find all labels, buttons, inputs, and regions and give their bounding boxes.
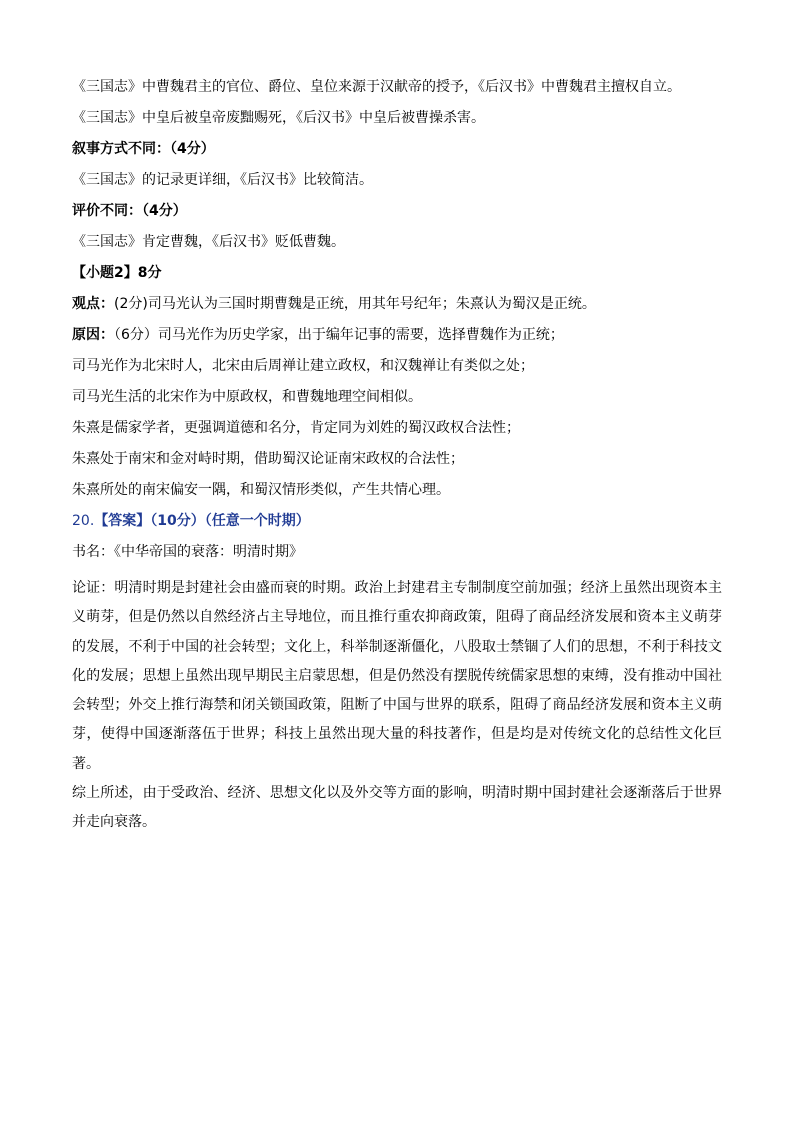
answer-label: 【答案】（10分）（任意一个时期） (94, 513, 310, 529)
label-viewpoint: 观点： (72, 296, 114, 312)
section-heading: 评价不同：（4分） (72, 203, 187, 219)
viewpoint-text: (2分)司马光认为三国时期曹魏是正统，用其年号纪年；朱熹认为蜀汉是正统。 (114, 296, 596, 312)
section-heading: 叙事方式不同：（4分） (72, 141, 215, 157)
text-line (72, 295, 722, 313)
text-line: 《三国志》的记录更详细，《后汉书》比较简洁。 (72, 172, 373, 188)
text-line: 《三国志》中皇后被皇帝废黜赐死，《后汉书》中皇后被曹操杀害。 (72, 110, 485, 126)
text-line: 司马光生活的北宋作为中原政权，和曹魏地理空间相似。 (72, 389, 422, 405)
subquestion-heading: 【小题2】8分 (72, 265, 162, 281)
text-line: 书名：《中华帝国的衰落：明清时期》 (72, 544, 303, 560)
text-line: 司马光作为北宋时人，北宋由后周禅让建立政权，和汉魏禅让有类似之处； (72, 358, 534, 374)
text-line: 《三国志》肯定曹魏，《后汉书》贬低曹魏。 (72, 234, 345, 250)
text-line: 朱熹所处的南宋偏安一隅，和蜀汉情形类似，产生共情心理。 (72, 482, 450, 498)
text-line: 朱熹处于南宋和金对峙时期，借助蜀汉论证南宋政权的合法性； (72, 451, 464, 467)
conclusion-paragraph: 综上所述，由于受政治、经济、思想文化以及外交等方面的影响，明清时期中国封建社会逐渐落后于世界并走向衰落。 (72, 785, 722, 831)
text-line (72, 326, 722, 344)
label-reason: 原因： (72, 327, 114, 343)
question-number: 20. (72, 513, 95, 529)
text-line: 《三国志》中曹魏君主的官位、爵位、皇位来源于汉献帝的授予，《后汉书》中曹魏君主擅权自立。 (72, 79, 681, 95)
answer-heading (72, 512, 722, 530)
text-line: 朱熹是儒家学者，更强调道德和名分，肯定同为刘姓的蜀汉政权合法性； (72, 420, 520, 436)
document-page (72, 78, 722, 838)
argument-paragraph: 论证：明清时期是封建社会由盛而衰的时期。政治上封建君主专制制度空前加强；经济上虽然出现资本主义萌芽，但是仍然以自然经济占主导地位，而且推行重农抑商政策，阻碍了商品经济发展和资本主义萌芽的发展，不利于中国的社会转型；文化上，科举制逐渐僵化，八股取士禁锢了人们的思想，不利于科技文化的发展；思想上虽然出现早期民主启蒙思想，但是仍然没有摆脱传统儒家思想的束缚，没有推动中国社会转型；外交上推行海禁和闭关锁国政策，阻断了中国与世界的联系，阻碍了商品经济发展和资本主义萌芽，使得中国逐渐落伍于世界；科技上虽然出现大量的科技著作，但是均是对传统文化的总结性文化巨著。 (72, 580, 722, 772)
reason-text: （6分）司马光作为历史学家，出于编年记事的需要，选择曹魏作为正统； (114, 327, 564, 343)
